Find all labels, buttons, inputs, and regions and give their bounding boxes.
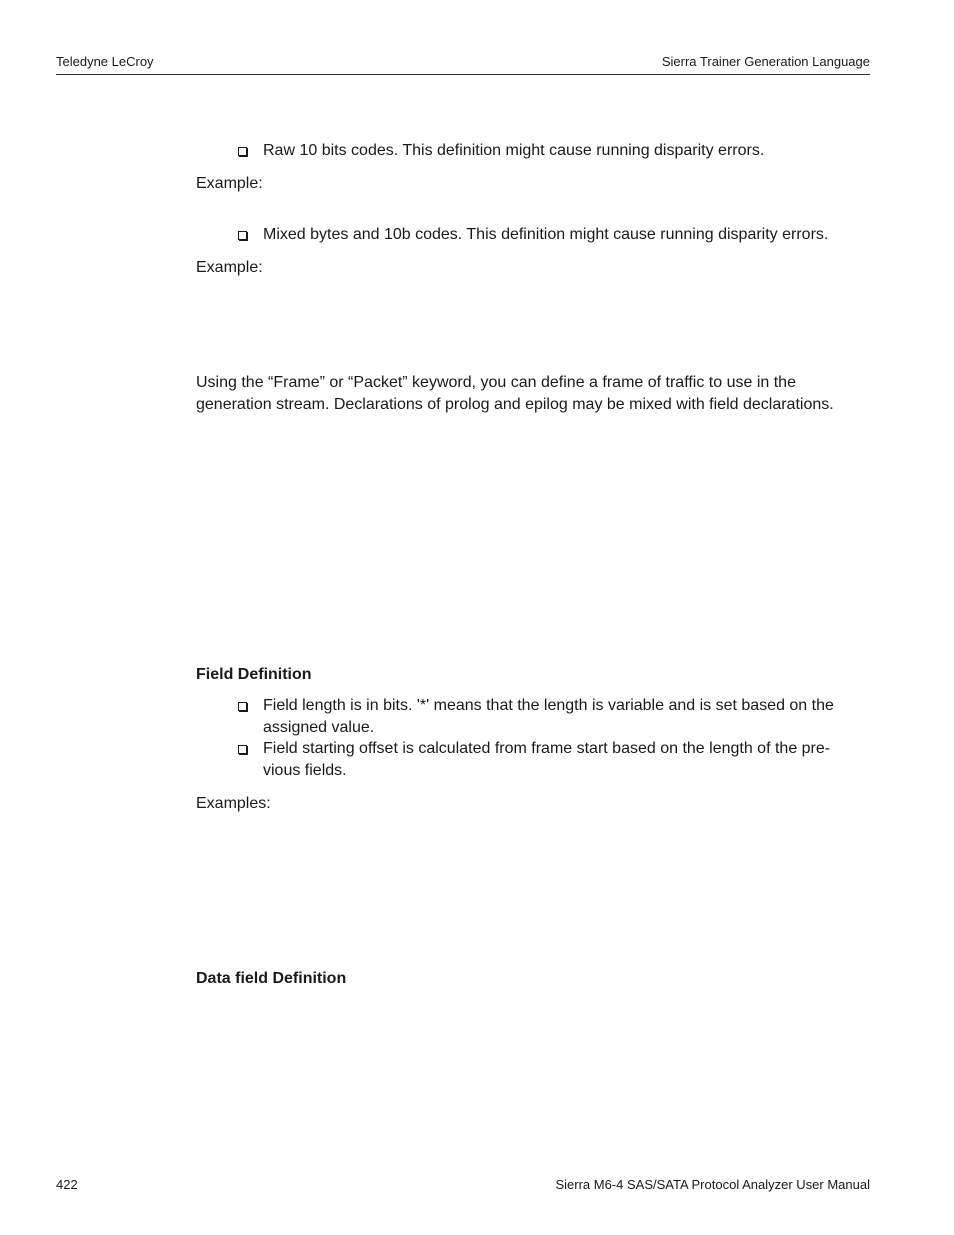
- list-item-raw-codes: [236, 140, 870, 162]
- example-label: Example:: [196, 175, 263, 192]
- checkbox-bullet-icon: [238, 231, 247, 240]
- list-item-text: Field starting offset is calculated from frame start based on the length of the pre- vious fields.: [263, 740, 831, 779]
- field-definition-heading: Field Definition: [196, 666, 312, 683]
- page-header: [56, 52, 870, 75]
- example-label: Example:: [196, 259, 263, 276]
- examples-label: Examples:: [196, 795, 271, 812]
- list-item-text: Mixed bytes and 10b codes. This definition might cause running disparity errors.: [263, 226, 829, 243]
- checkbox-bullet-icon: [238, 702, 247, 711]
- list-item-field-offset: [236, 738, 870, 782]
- list-item-mixed-codes: [236, 224, 870, 246]
- header-section-title: Sierra Trainer Generation Language: [661, 54, 870, 69]
- header-company: Teledyne LeCroy: [56, 54, 154, 69]
- frame-paragraph: Using the “Frame” or “Packet” keyword, you can define a frame of traffic to use in the generation stream. Declarations of prolog and epilog may be mixed with field declarations.: [196, 374, 834, 413]
- page-number: 422: [56, 1177, 78, 1192]
- list-item-field-length: [236, 695, 870, 739]
- page-footer: [56, 1177, 870, 1197]
- list-item-text: Field length is in bits. '*' means that the length is variable and is set based on the assigned value.: [263, 697, 834, 736]
- checkbox-bullet-icon: [238, 147, 247, 156]
- checkbox-bullet-icon: [238, 745, 247, 754]
- list-item-text: Raw 10 bits codes. This definition might cause running disparity errors.: [263, 142, 765, 159]
- manual-title: Sierra M6-4 SAS/SATA Protocol Analyzer User Manual: [555, 1177, 870, 1192]
- data-field-definition-heading: Data field Definition: [196, 970, 347, 987]
